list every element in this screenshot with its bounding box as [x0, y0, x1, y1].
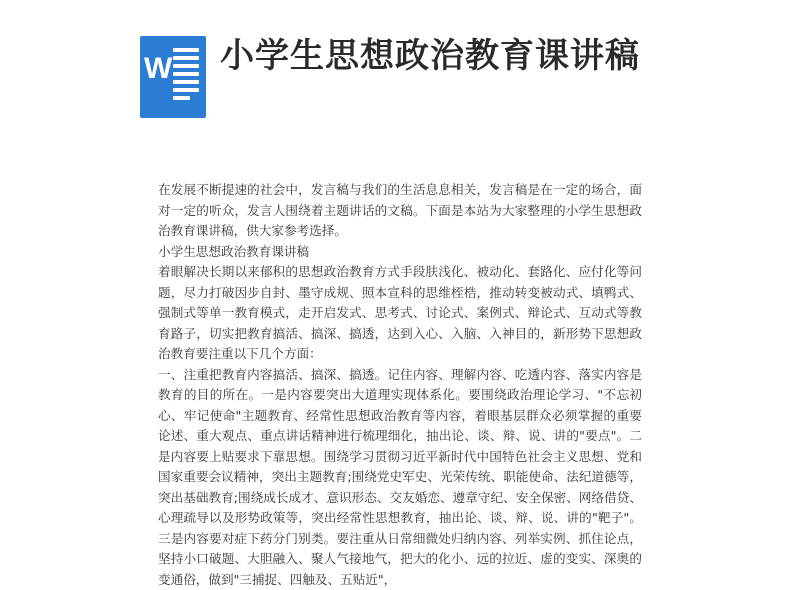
icon-line — [173, 88, 199, 92]
icon-document-lines — [173, 48, 199, 106]
body-paragraph: 小学生思想政治教育课讲稿 — [158, 242, 642, 263]
icon-line — [173, 72, 199, 76]
document-body — [158, 180, 642, 590]
icon-line — [173, 56, 199, 60]
page-title: 小学生思想政治教育课讲稿 — [220, 34, 640, 78]
body-paragraph: 在发展不断提速的社会中，发言稿与我们的生活息息相关，发言稿是在一定的场合，面对一定的听众，发言人围绕着主题讲话的文稿。下面是本站为大家整理的小学生思想政治教育课讲稿，供大家参考选择。 — [158, 180, 642, 242]
document-header — [140, 34, 700, 118]
word-document-icon — [140, 36, 206, 118]
icon-line — [173, 96, 190, 100]
icon-line — [173, 48, 199, 52]
body-paragraph: 一、注重把教育内容搞活、搞深、搞透。记住内容、理解内容、吃透内容、落实内容是教育的目的所在。一是内容要突出大道理实现体系化。要围绕政治理论学习、"不忘初心、牢记使命"主题教育、经常性思想政治教育等内容，着眼基层群众必须掌握的重要论述、重大观点、重点讲话精神进行梳理细化，抽出论、谈、辩、说、讲的"要点"。二是内容要上贴要求下靠思想。围绕学习贯彻习近平新时代中国特色社会主义思想、党和国家重要会议精神，突出主题教育;围绕党史军史、光荣传统、职能使命、法纪道德等，突出基础教育;围绕成长成才、意识形态、交友婚恋、遵章守纪、安全保密、网络借贷、心理疏导以及形势政策等，突出经常性思想教育，抽出论、谈、辩、说、讲的"靶子"。三是内容要对症下药分门别类。要注重从日常细微处归纳内容、列举实例、抓住论点，坚持小口破题、大胆融入、聚人气接地气，把大的化小、远的拉近、虚的变实、深奥的变通俗，做到"三捕捉、四触及、五贴近"， — [158, 365, 642, 590]
icon-line — [173, 64, 199, 68]
body-paragraph: 着眼解决长期以来郁积的思想政治教育方式手段肤浅化、被动化、套路化、应付化等问题，尽力打破因步自封、墨守成规、照本宣科的思维桎梏，推动转变被动式、填鸭式、强制式等单一教育模式，走开启发式、思考式、讨论式、案例式、辩论式、互动式等教育路子，切实把教育搞活、搞深、搞透，达到入心、入脑、入神目的，新形势下思想政治教育要注重以下几个方面： — [158, 262, 642, 365]
icon-line — [173, 80, 199, 84]
icon-letter: W — [144, 52, 172, 86]
